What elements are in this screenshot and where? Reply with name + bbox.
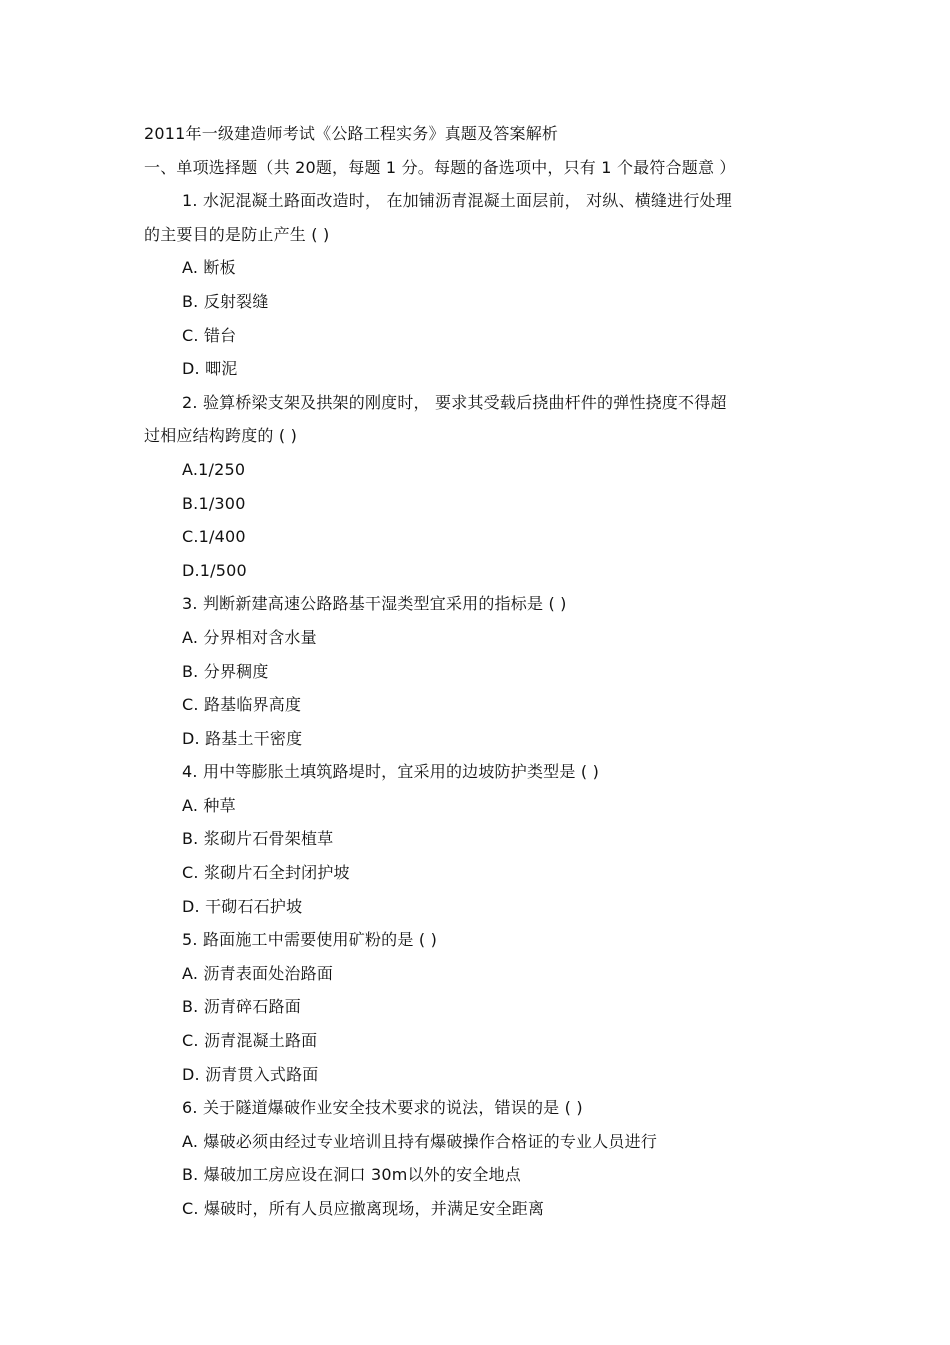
question-2-stem-line-1: 2. 验算桥梁支架及拱架的刚度时， 要求其受载后挠曲杆件的弹性挠度不得超 bbox=[182, 392, 727, 412]
question-5-option-c: C. 沥青混凝土路面 bbox=[182, 1031, 318, 1051]
question-5-stem-line-1: 5. 路面施工中需要使用矿粉的是 ( ) bbox=[182, 930, 438, 950]
question-4-stem-line-1: 4. 用中等膨胀土填筑路堤时，宜采用的边坡防护类型是 ( ) bbox=[182, 762, 600, 782]
question-3-option-a: A. 分界相对含水量 bbox=[182, 627, 317, 647]
question-4-option-d: D. 干砌石石护坡 bbox=[182, 896, 303, 916]
question-3-option-d: D. 路基土干密度 bbox=[182, 728, 303, 748]
question-4-option-b: B. 浆砌片石骨架植草 bbox=[182, 829, 334, 849]
question-2-option-b: B.1/300 bbox=[182, 493, 246, 513]
question-2-option-c: C.1/400 bbox=[182, 527, 246, 547]
question-5-option-a: A. 沥青表面处治路面 bbox=[182, 963, 334, 983]
question-3-option-c: C. 路基临界高度 bbox=[182, 695, 302, 715]
question-5-option-b: B. 沥青碎石路面 bbox=[182, 997, 301, 1017]
question-1-stem-line-1: 1. 水泥混凝土路面改造时， 在加铺沥青混凝土面层前， 对纵、横缝进行处理 bbox=[182, 191, 732, 211]
question-5-option-d: D. 沥青贯入式路面 bbox=[182, 1064, 319, 1084]
question-4-option-c: C. 浆砌片石全封闭护坡 bbox=[182, 863, 350, 883]
question-6-stem-line-1: 6. 关于隧道爆破作业安全技术要求的说法，错误的是 ( ) bbox=[182, 1098, 583, 1118]
document-content bbox=[144, 117, 809, 1226]
question-6-option-c: C. 爆破时，所有人员应撤离现场，并满足安全距离 bbox=[182, 1199, 545, 1218]
question-1-stem-line-2: 的主要目的是防止产生 ( ) bbox=[144, 224, 330, 244]
question-1-option-b: B. 反射裂缝 bbox=[182, 291, 269, 311]
question-6-option-b: B. 爆破加工房应设在洞口 30m以外的安全地点 bbox=[182, 1165, 521, 1185]
question-4-option-a: A. 种草 bbox=[182, 795, 236, 815]
question-2-option-d: D.1/500 bbox=[182, 560, 247, 580]
question-2-option-a: A.1/250 bbox=[182, 459, 246, 479]
question-3-option-b: B. 分界稠度 bbox=[182, 661, 269, 681]
question-1-option-a: A. 断板 bbox=[182, 258, 236, 278]
question-1-option-d: D. 唧泥 bbox=[182, 359, 238, 379]
question-6-option-a: A. 爆破必须由经过专业培训且持有爆破操作合格证的专业人员进行 bbox=[182, 1131, 658, 1151]
question-2-stem-line-2: 过相应结构跨度的 ( ) bbox=[144, 426, 298, 446]
question-1-option-c: C. 错台 bbox=[182, 325, 237, 345]
section-heading: 一、单项选择题（共 20题，每题 1 分。每题的备选项中，只有 1 个最符合题意 ） bbox=[144, 157, 736, 177]
document-title: 2011年一级建造师考试《公路工程实务》真题及答案解析 bbox=[144, 124, 559, 143]
question-3-stem-line-1: 3. 判断新建高速公路路基干湿类型宜采用的指标是 ( ) bbox=[182, 594, 567, 614]
